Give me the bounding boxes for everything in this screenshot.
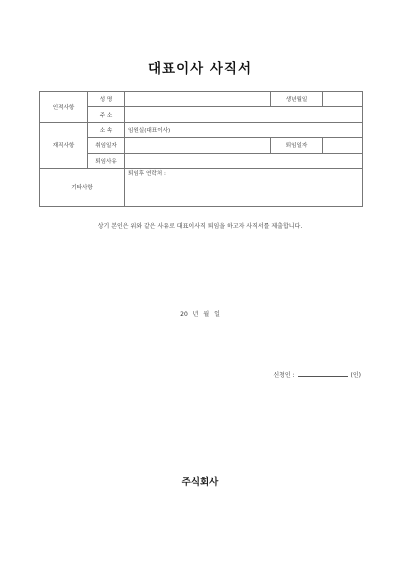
table-row [40,138,363,153]
field-label-resign-reason: 퇴임사유 [88,153,125,168]
company-name: 주식회사 [181,477,219,488]
section-label-remarks: 기타사항 [40,168,125,206]
field-label-birthdate: 생년월일 [271,92,323,107]
signer-label: 신청인 : [273,372,295,379]
table-row [40,122,363,137]
statement-text: 상기 본인은 위와 같은 사유로 대표이사직 퇴임을 하고자 사직서를 제출합니다. [97,223,303,230]
hire-date-value-cell[interactable] [125,138,271,153]
section-label-employment: 재직사항 [40,122,88,168]
resignation-form-table [39,91,363,207]
resign-date-value-cell[interactable] [323,138,363,153]
signer-line [273,370,361,379]
field-label-name: 성 명 [88,92,125,107]
date-line: 20 년 월 일 [180,311,220,318]
seal-mark: (인) [350,372,361,379]
field-label-hire-date: 취임일자 [88,138,125,153]
birthdate-value-cell[interactable] [323,92,363,107]
document-title: 대표이사 사직서 [148,61,252,77]
table-row [40,168,363,206]
table-row [40,153,363,168]
signature-blank[interactable] [298,370,348,377]
field-label-resign-date: 퇴임일자 [271,138,323,153]
department-value: 임원실(대표이사) [125,122,363,137]
name-value-cell[interactable] [125,92,271,107]
field-label-department: 소 속 [88,122,125,137]
section-label-personal: 인적사항 [40,92,88,123]
table-row [40,107,363,122]
resign-reason-value-cell[interactable] [125,153,363,168]
contact-after-field[interactable]: 퇴임후 연락처 : [125,168,363,206]
table-row [40,92,363,107]
address-value-cell[interactable] [125,107,363,122]
field-label-address: 주 소 [88,107,125,122]
